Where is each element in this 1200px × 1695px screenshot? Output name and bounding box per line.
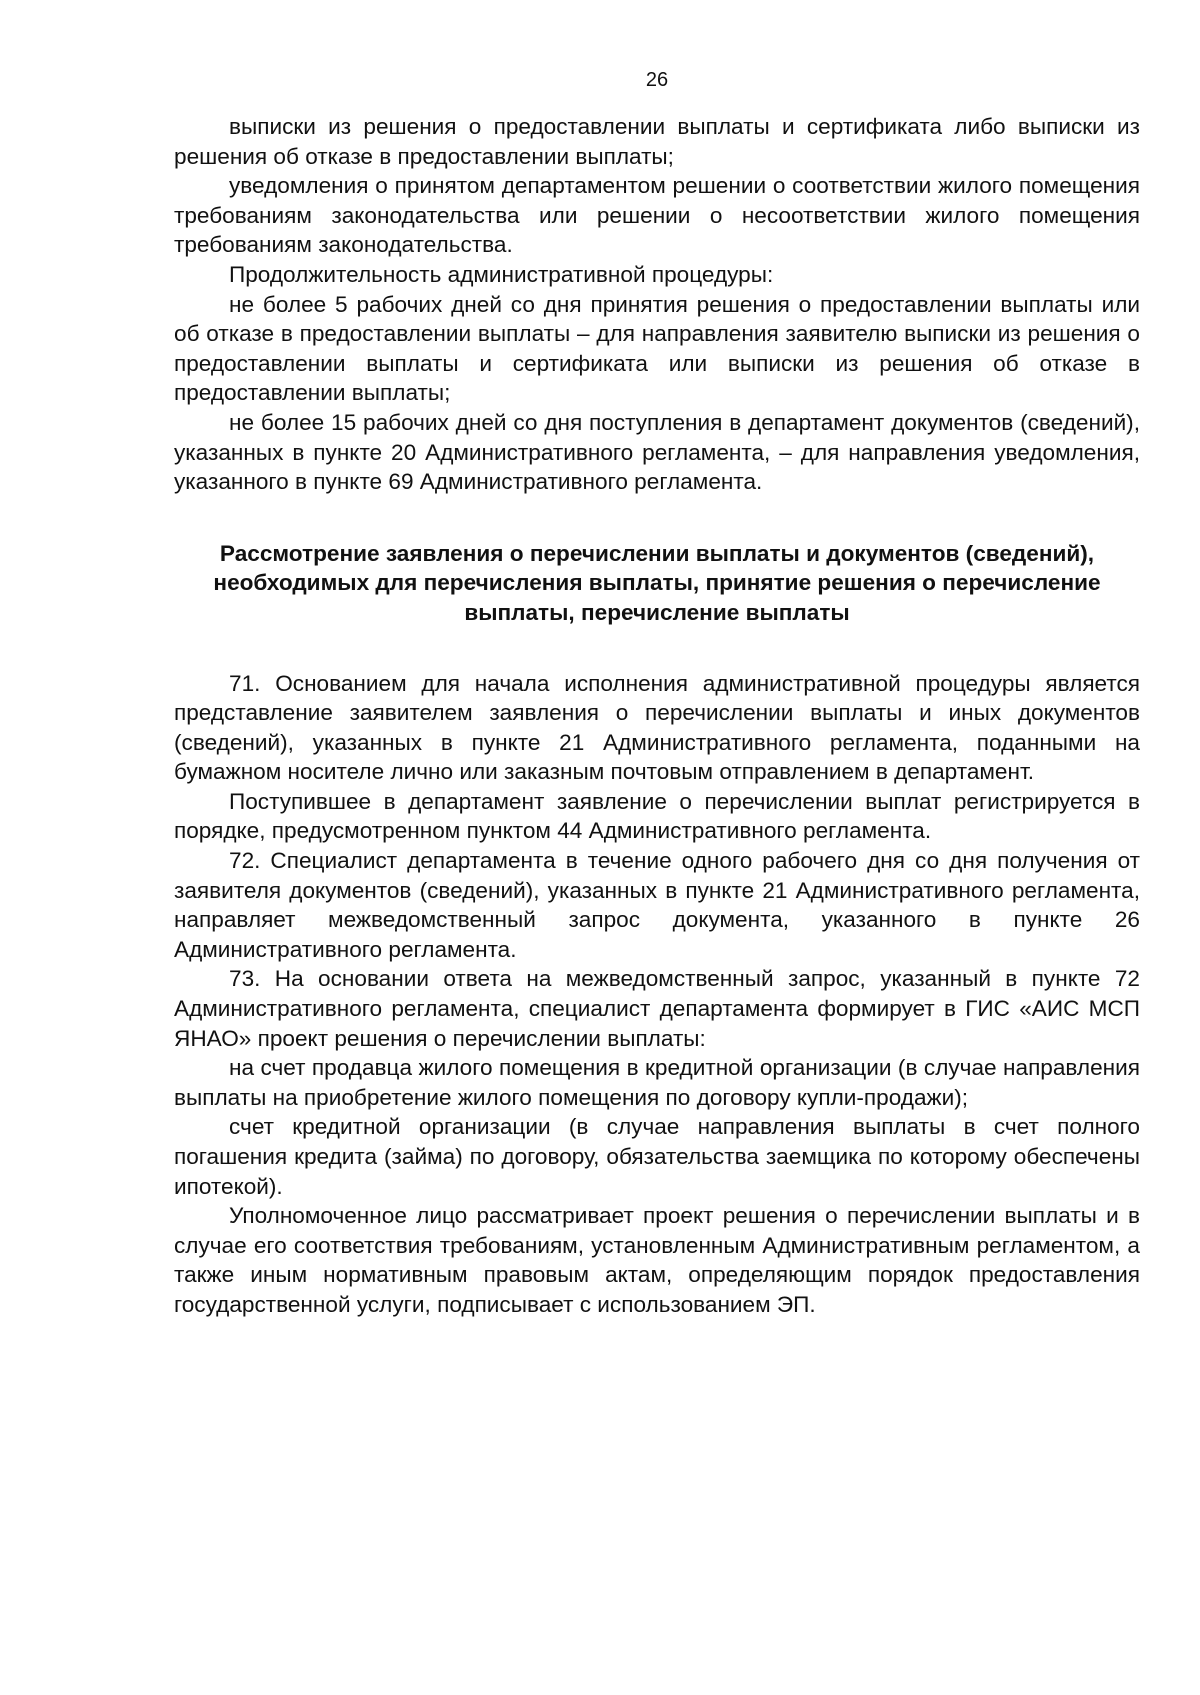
section-heading: Рассмотрение заявления о перечислении выплаты и документов (сведений), необходимых для перечисления выплаты, принятие решения о перечисление выплаты, перечисление выплаты (213, 540, 1101, 625)
paragraph: Продолжительность административной процедуры: (229, 261, 774, 287)
paragraph: не более 5 рабочих дней со дня принятия решения о предоставлении выплаты или об отказе в предоставлении выплаты – для направления заявителю выписки из решения о предоставлении выплаты и сертификата или выписки из решения об отказе в предоставлении выплаты; (174, 291, 1140, 406)
document-page (174, 68, 1140, 1320)
paragraph: 72. Специалист департамента в течение одного рабочего дня со дня получения от заявителя документов (сведений), указанных в пункте 21 Административного регламента, направляет межведомственный запрос документа, указанного в пункте 26 Административного регламента. (174, 848, 1140, 962)
paragraph: счет кредитной организации (в случае направления выплаты в счет полного погашения кредита (займа) по договору, обязательства заемщика по которому обеспечены ипотекой). (174, 1114, 1140, 1199)
paragraph: на счет продавца жилого помещения в кредитной организации (в случае направления выплаты на приобретение жилого помещения по договору купли-продажи); (174, 1055, 1140, 1110)
paragraph: выписки из решения о предоставлении выплаты и сертификата либо выписки из решения об отказе в предоставлении выплаты; (174, 114, 1140, 169)
paragraph: Поступившее в департамент заявление о перечислении выплат регистрируется в порядке, предусмотренном пунктом 44 Административного регламента. (174, 788, 1140, 844)
paragraph: уведомления о принятом департаментом решении о соответствии жилого помещения требованиям законодательства или решении о несоответствии жилого помещения требованиям законодательства. (174, 173, 1140, 258)
paragraph: 71. Основанием для начала исполнения административной процедуры является представление заявителем заявления о перечислении выплаты и иных документов (сведений), указанных в пункте 21 Административного регламента, поданными на бумажном носителе лично или заказным почтовым отправлением в департамент. (174, 670, 1140, 785)
paragraph: Уполномоченное лицо рассматривает проект решения о перечислении выплаты и в случае его соответствия требованиям, установленным Административным регламентом, а также иным нормативным правовым актам, определяющим порядок предоставления государственной услуги, подписывает с использованием ЭП. (174, 1203, 1140, 1317)
paragraph: не более 15 рабочих дней со дня поступления в департамент документов (сведений), указанных в пункте 20 Административного регламента, – для направления уведомления, указанного в пункте 69 Административного регламента. (174, 409, 1140, 495)
page-number: 26 (645, 69, 669, 91)
paragraph: 73. На основании ответа на межведомственный запрос, указанный в пункте 72 Административного регламента, специалист департамента формирует в ГИС «АИС МСП ЯНАО» проект решения о перечислении выплаты: (174, 966, 1140, 1051)
